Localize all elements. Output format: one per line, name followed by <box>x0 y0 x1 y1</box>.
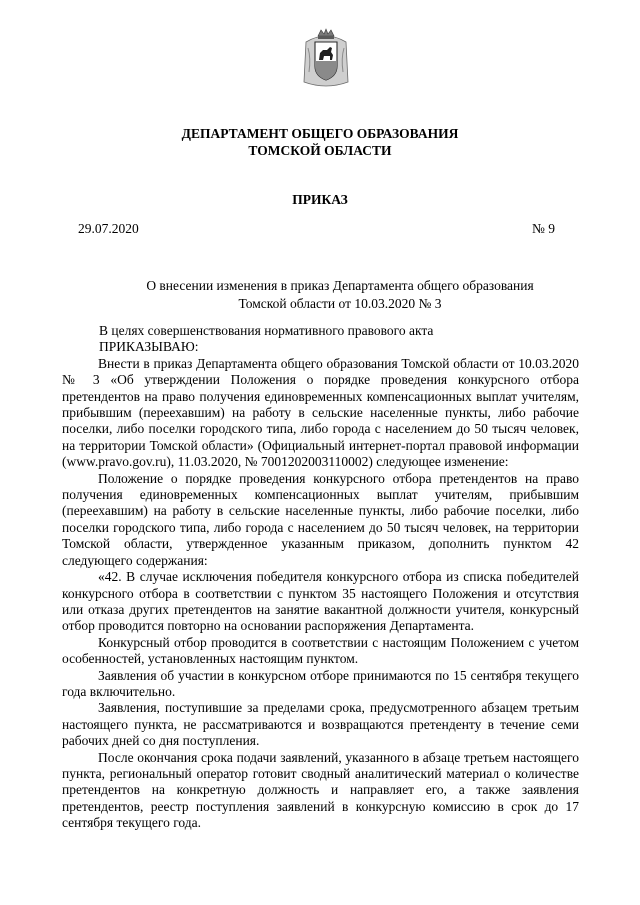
paragraph-selection-procedure: Конкурсный отбор проводится в соответствии с настоящим Положением с учетом особенностей, установленных настоящим пунктом. <box>62 634 579 667</box>
paragraph-order-word: ПРИКАЗЫВАЮ: <box>99 339 199 355</box>
order-body <box>62 323 579 832</box>
order-number: № 9 <box>532 221 556 236</box>
paragraph-applications-deadline: Заявления об участии в конкурсном отборе принимаются по 15 сентября текущего года включительно. <box>62 667 579 699</box>
subject-line2: Томской области от 10.03.2020 № 3 <box>238 295 442 311</box>
order-date: 29.07.2020 <box>78 221 139 236</box>
paragraph-purpose: В целях совершенствования нормативного правового акта <box>99 323 434 338</box>
document-type: ПРИКАЗ <box>292 192 348 207</box>
paragraph-clause-42: «42. В случае исключения победителя конкурсного отбора из списка победителей конкурсного отбора в соответствии с пунктом 35 настоящего Положения и отсутствия или отказа других претендентов на занятие вакантной должности учителя, конкурсный отбор проводится повторно на основании распоряжения Департамента. <box>62 569 579 634</box>
paragraph-regulation-supplement: Положение о порядке проведения конкурсного отбора претендентов на право получения единовременных компенсационных выплат учителям, прибывшим (переехавшим) на работу в сельские населенные пункты, либо рабочие поселки, либо поселки городского типа, либо города с населением до 50 тысяч человек, на территории Томской области, утвержденное указанным приказом, дополнить пунктом 42 следующего содержания: <box>62 470 579 568</box>
department-name-line1: ДЕПАРТАМЕНТ ОБЩЕГО ОБРАЗОВАНИЯ <box>181 126 459 141</box>
tomsk-coat-of-arms-icon <box>302 28 350 90</box>
paragraph-late-applications: Заявления, поступившие за пределами срока, предусмотренного абзацем третьим настоящего пункта, не рассматриваются и возвращаются претенденту в течение семи рабочих дней со дня поступления. <box>62 700 579 749</box>
paragraph-analytical-material: После окончания срока подачи заявлений, указанного в абзаце третьем настоящего пункта, региональный оператор готовит сводный аналитический материал о количестве претендентов на конкретную должность и направляет его, а также заявления претендентов, реестр поступления заявлений в конкурсную комиссию в срок до 17 сентября текущего года. <box>62 749 579 831</box>
order-subject <box>0 277 640 312</box>
paragraph-amend-order: Внести в приказ Департамента общего образования Томской области от 10.03.2020 № 3 «Об утверждении Положения о порядке проведения конкурсного отбора претендентов на право получения единовременных компенсационных выплат учителям, прибывшим (переехавшим) на работу в сельские населенные пункты, либо рабочие поселки, либо поселки городского типа, либо города с населением до 50 тысяч человек, на территории Томской области» (Официальный интернет-портал правовой информации (www.pravo.gov.ru), 11.03.2020, № 7001202003110002) следующее изменение: <box>62 355 579 470</box>
subject-line1: О внесении изменения в приказ Департамента общего образования <box>146 278 534 293</box>
department-name-line2: ТОМСКОЙ ОБЛАСТИ <box>248 143 392 158</box>
